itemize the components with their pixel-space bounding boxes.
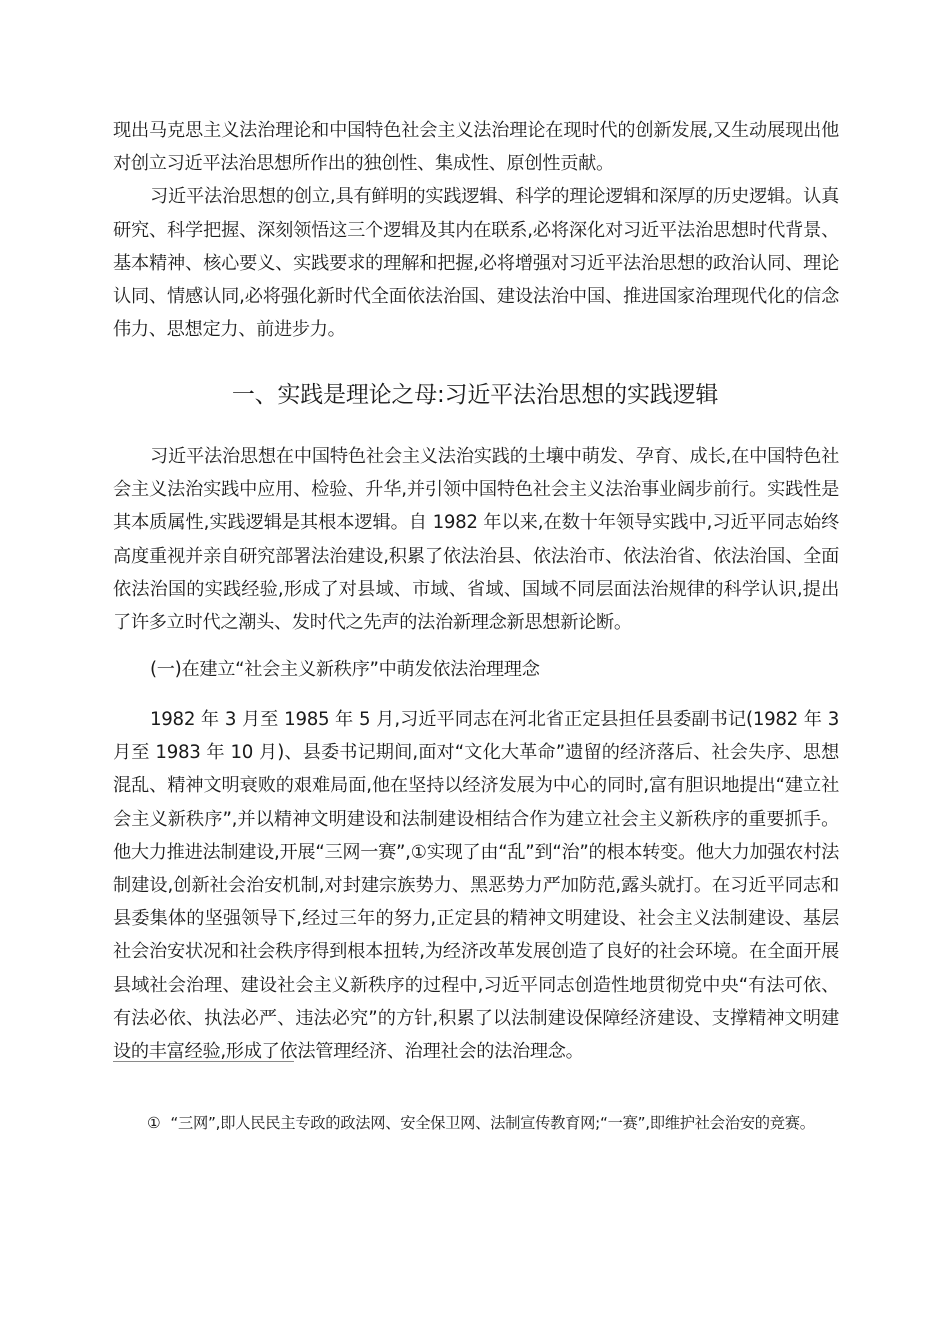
intro-paragraph-continued: 现出马克思主义法治理论和中国特色社会主义法治理论在现时代的创新发展,又生动展现出他对创立习近平法治思想所作出的独创性、集成性、原创性贡献。 [113, 120, 839, 175]
subsection-heading: (一)在建立“社会主义新秩序”中萌发依法治理理念 [150, 659, 540, 680]
footnote-text: “三网”,即人民民主专政的政法网、安全保卫网、法制宣传教育网;“一赛”,即维护社会治安的竞赛。 [170, 1114, 815, 1132]
subsection-text-after-note: 实现了由“乱”到“治”的根本转变。他大力加强农村法制建设,创新社会治安机制,对封建宗族势力、黑恶势力严加防范,露头就打。在习近平同志和县委集体的坚强领导下,经过三年的努力,正定县的精神文明建设、社会主义法制建设、基层社会治安状况和社会秩序得到根本扭转,为经济改革发展创造了良好的社会环境。在全面开展县域社会治理、建设社会主义新秩序的过程中,习近平同志创造性地贯彻党中央“有法可依、有法必依、执法必严、违法必究”的方针,积累了以法制建设保障经济建设、支撑精神文明建设的丰富经验,形成了依法管理经济、治理社会的法治理念。 [113, 841, 839, 1063]
section-paragraph: 习近平法治思想在中国特色社会主义法治实践的土壤中萌发、孕育、成长,在中国特色社会主义法治实践中应用、检验、升华,并引领中国特色社会主义法治事业阔步前行。实践性是其本质属性,实践逻辑是其根本逻辑。自 1982 年以来,在数十年领导实践中,习近平同志始终高度重视并亲自研究部署法治建设,积累了依法治县、依法治市、依法治省、依法治国、全面依法治国的实践经验,形成了对县域、市域、省域、国域不同层面法治规律的科学认识,提出了许多立时代之潮头、发时代之先声的法治新理念新思想新论断。 [113, 446, 839, 634]
section-title: 一、实践是理论之母:习近平法治思想的实践逻辑 [231, 382, 719, 408]
subsection-body [113, 703, 839, 1068]
subsection-paragraph [113, 703, 839, 1068]
footnote-marker: ① [147, 1114, 161, 1132]
footnote-reference-link[interactable]: ① [410, 841, 427, 863]
footnote-divider [113, 1061, 294, 1062]
subsection-text-before-note: 1982 年 3 月至 1985 年 5 月,习近平同志在河北省正定县担任县委副书记(1982 年 3 月至 1983 年 10 月)、县委书记期间,面对“文化大革命”遗留的经济落后、社会失序、思想混乱、精神文明衰败的艰难局面,他在坚持以经济发展为中心的同时,富有胆识地提出“建立社会主义新秩序”,并以精神文明建设和法制建设相结合作为建立社会主义新秩序的重要抓手。他大力推进法制建设,开展“三网一赛”, [113, 709, 839, 863]
section-body [113, 440, 839, 639]
intro-paragraph-logic: 习近平法治思想的创立,具有鲜明的实践逻辑、科学的理论逻辑和深厚的历史逻辑。认真研究、科学把握、深刻领悟这三个逻辑及其内在联系,必将深化对习近平法治思想时代背景、基本精神、核心要义、实践要求的理解和把握,必将增强对习近平法治思想的政治认同、理论认同、情感认同,必将强化新时代全面依法治国、建设法治中国、推进国家治理现代化的信念伟力、思想定力、前进步力。 [113, 186, 839, 341]
intro-section [113, 114, 839, 346]
footnote [147, 1110, 815, 1136]
